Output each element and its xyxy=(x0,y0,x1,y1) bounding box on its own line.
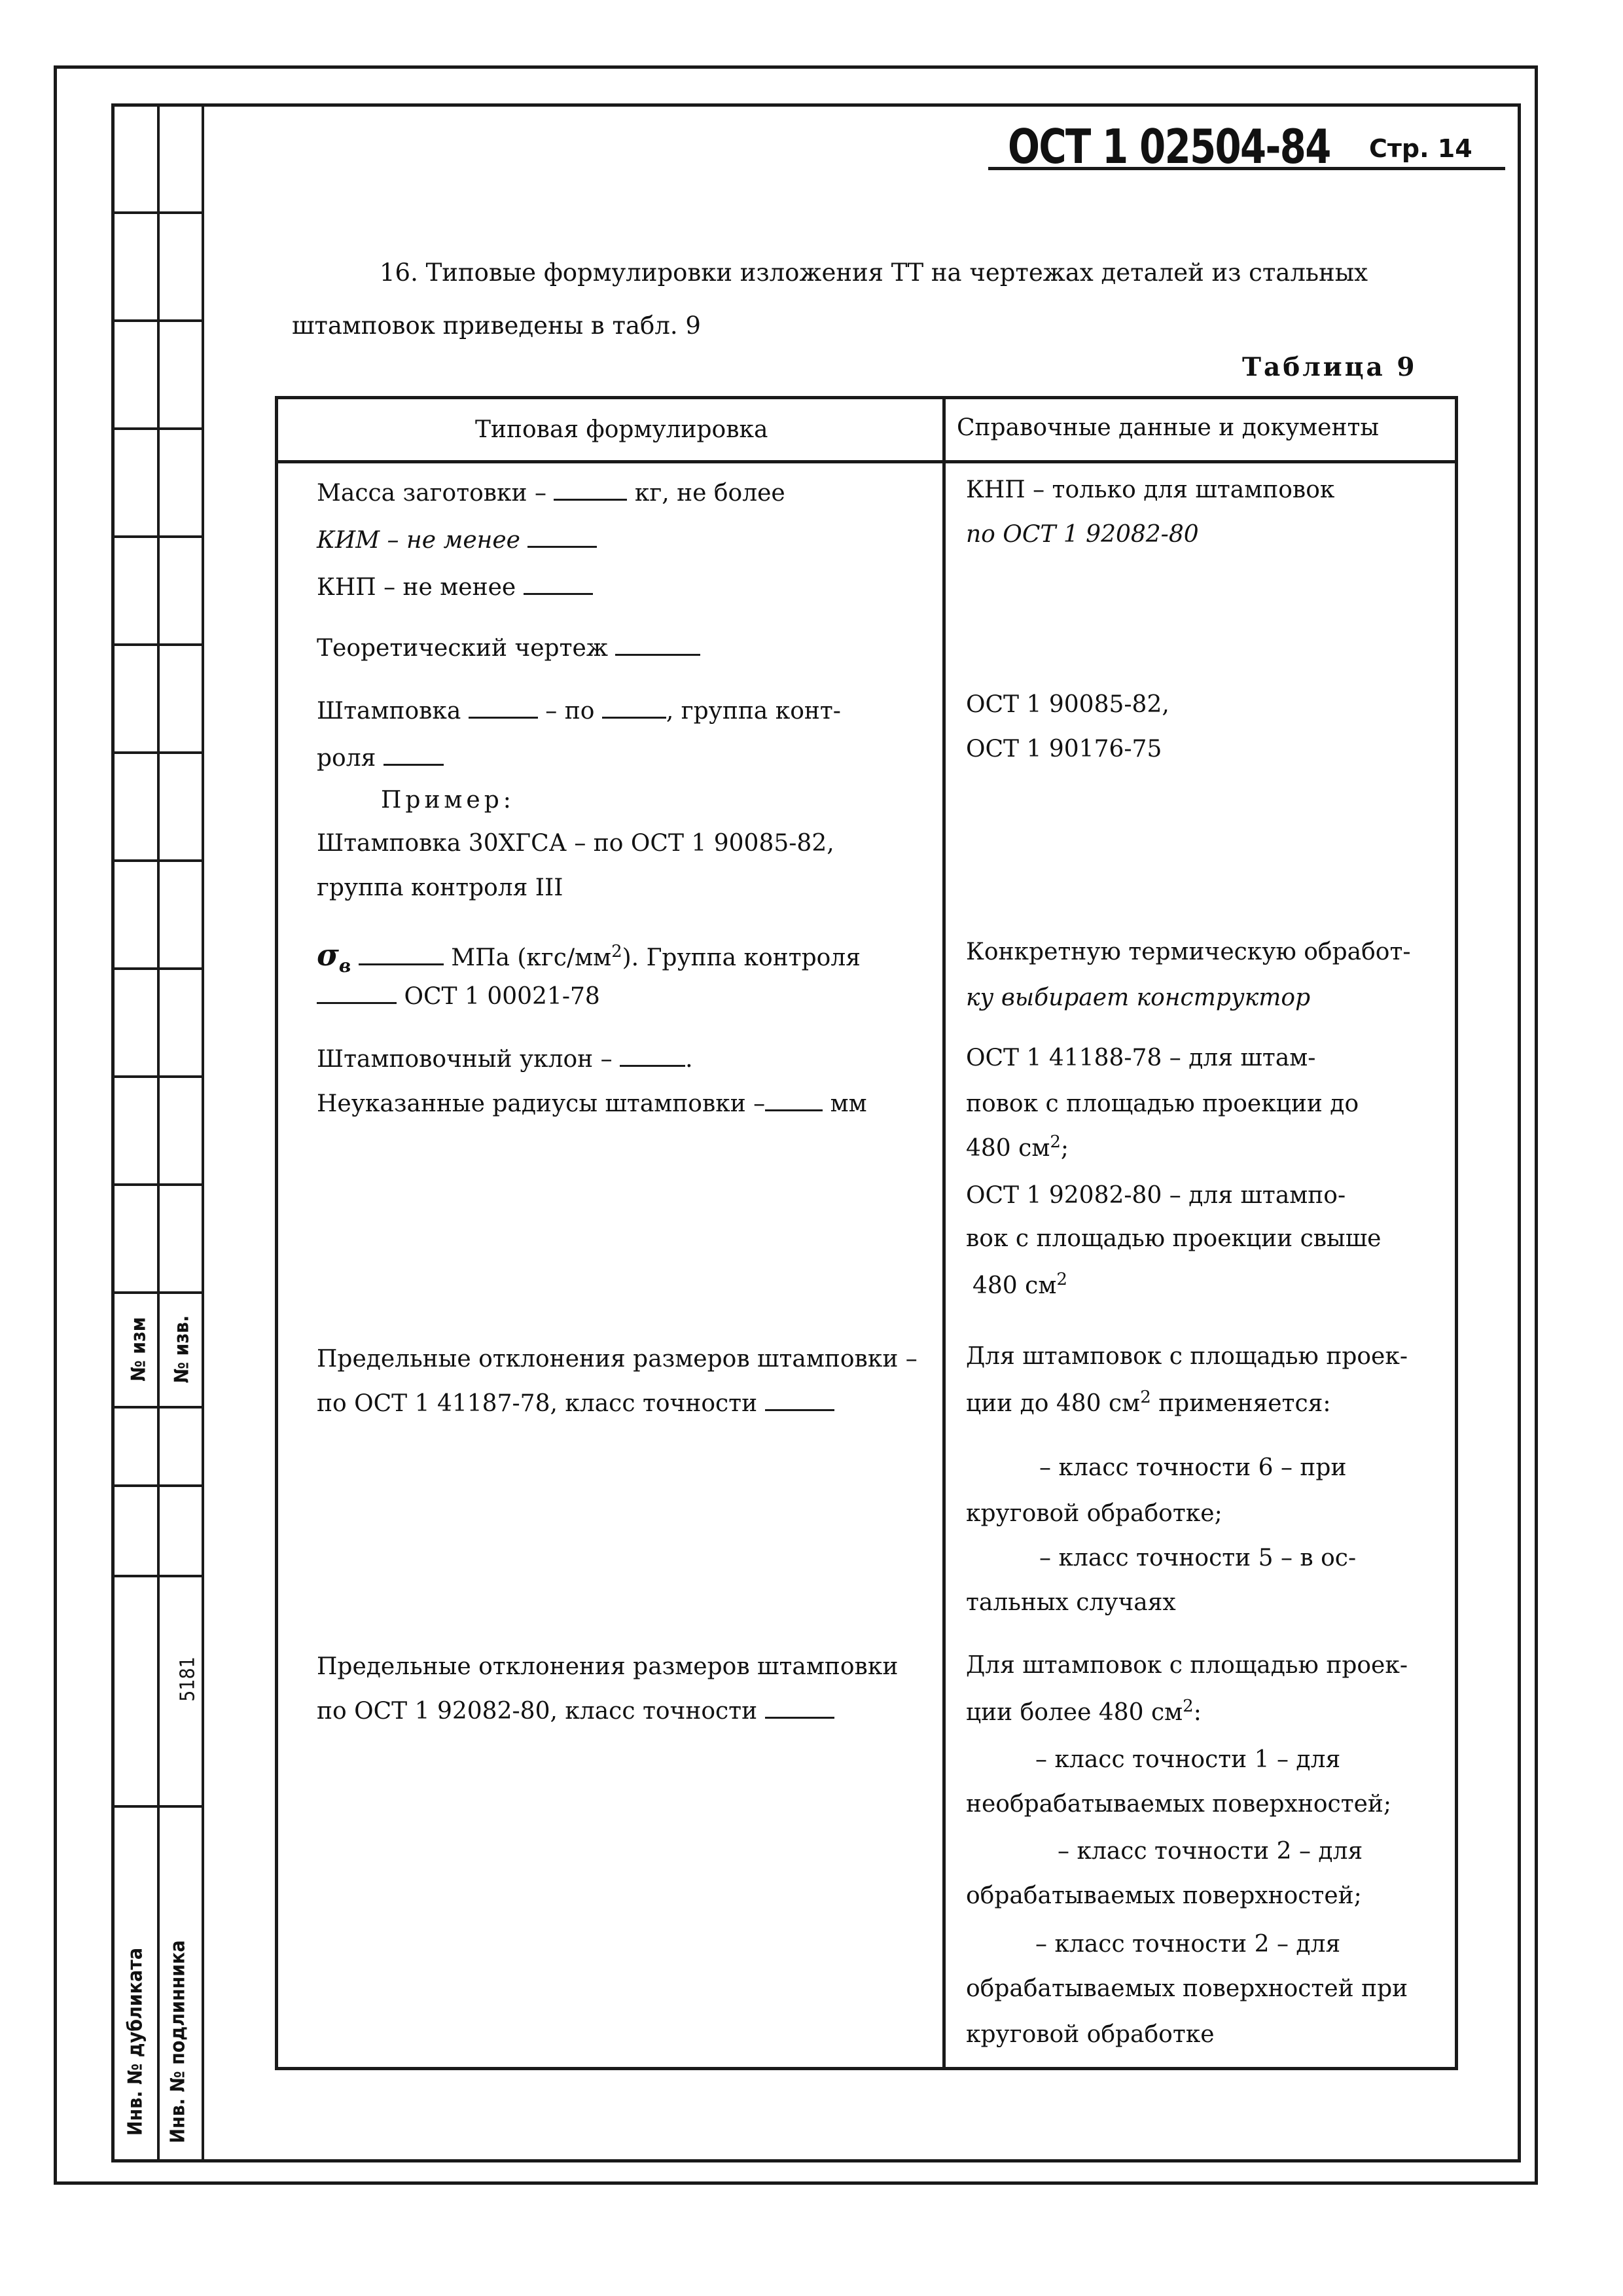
example-label: Пример: xyxy=(381,787,515,814)
text-mm: мм xyxy=(830,1090,867,1117)
table-cell-right: КНП – только для штамповок xyxy=(966,476,1335,503)
sidebar-rule xyxy=(111,1291,204,1294)
fill-blank xyxy=(765,1409,834,1411)
text-radii: Неуказанные радиусы штамповки – xyxy=(317,1090,766,1117)
text-ost-00021: ОСТ 1 00021-78 xyxy=(404,983,600,1010)
table-caption: Таблица 9 xyxy=(1242,352,1418,382)
text-draft-angle: Штамповочный уклон – xyxy=(317,1046,613,1073)
fill-blank xyxy=(620,1065,685,1067)
table-cell-left xyxy=(317,574,593,601)
table-cell-right: обрабатываемых поверхностей; xyxy=(966,1882,1362,1909)
text-tolerance-class: по ОСТ 1 92082-80, класс точности xyxy=(317,1698,758,1725)
text-480: ции до 480 см xyxy=(966,1390,1141,1417)
table-cell-left xyxy=(317,1390,834,1417)
table-cell-right: вок с площадью проекции свыше xyxy=(966,1225,1382,1252)
fill-blank xyxy=(554,499,627,501)
fill-blank xyxy=(527,546,597,548)
fill-blank xyxy=(383,764,444,766)
table-cell-left xyxy=(317,937,861,977)
table-cell-right: – класс точности 6 – при xyxy=(1039,1454,1347,1481)
sidebar-rule xyxy=(111,1183,204,1186)
text-theoretical-drawing: Теоретический чертеж xyxy=(317,635,608,662)
table-cell-left xyxy=(317,635,700,662)
table-header-divider xyxy=(275,460,1458,463)
table-cell-left xyxy=(317,1046,693,1073)
table-cell-right: Для штамповок с площадью проек- xyxy=(966,1652,1408,1679)
stamp-sidebar xyxy=(111,103,204,2162)
sidebar-rule xyxy=(111,751,204,754)
table-cell-right: повок с площадью проекции до xyxy=(966,1090,1359,1117)
text-applies: применяется: xyxy=(1158,1390,1331,1417)
text-mpa: МПа (кгс/мм xyxy=(451,944,612,971)
sidebar-rule xyxy=(111,1484,204,1487)
fill-blank xyxy=(765,1717,834,1719)
sigma-subscript: в xyxy=(338,955,351,977)
table-cell-right: – класс точности 2 – для xyxy=(1035,1931,1341,1958)
text-480: 480 см xyxy=(966,1135,1050,1162)
table-cell-left: Предельные отклонения размеров штамповки – xyxy=(317,1346,918,1372)
superscript-2: 2 xyxy=(1056,1270,1067,1289)
sidebar-rule xyxy=(111,1075,204,1078)
table-cell-left: группа контроля III xyxy=(317,874,563,901)
text-480: ции более 480 см xyxy=(966,1699,1183,1726)
table-cell-left xyxy=(317,527,597,554)
superscript-2: 2 xyxy=(1140,1388,1151,1407)
sidebar-izm: № изм xyxy=(127,1317,151,1382)
table-cell-right: ку выбирает конструктор xyxy=(966,984,1311,1011)
text-480: 480 см xyxy=(972,1272,1057,1299)
sidebar-podlinnika: Инв. № подлинника xyxy=(166,1940,190,2144)
table-cell-right xyxy=(966,1132,1069,1162)
fill-blank xyxy=(359,963,444,965)
sidebar-dublikata: Инв. № дубликата xyxy=(124,1947,147,2136)
fill-blank xyxy=(615,654,700,656)
text-rolya: роля xyxy=(317,745,376,772)
column-header-formulation: Типовая формулировка xyxy=(475,416,768,443)
sidebar-lower-edge xyxy=(111,1406,114,2162)
table-cell-left xyxy=(317,1090,867,1117)
sidebar-rule xyxy=(111,535,204,538)
fill-blank xyxy=(469,717,538,719)
sidebar-rule xyxy=(111,1406,204,1408)
table-cell-right: – класс точности 1 – для xyxy=(1035,1746,1341,1773)
text-knp: КНП – не менее xyxy=(317,574,516,601)
intro-line-1: 16. Типовые формулировки изложения ТТ на чертежах деталей из стальных xyxy=(380,259,1368,287)
table-cell-right: необрабатываемых поверхностей; xyxy=(966,1791,1392,1818)
table-cell-right: круговой обработке; xyxy=(966,1500,1222,1527)
text-tolerance-class: по ОСТ 1 41187-78, класс точности xyxy=(317,1390,758,1417)
sidebar-izv: № изв. xyxy=(170,1315,194,1384)
text-mass: Масса заготовки – xyxy=(317,480,546,507)
table-column-divider xyxy=(942,396,946,2070)
table-cell-right: ОСТ 1 41188-78 – для штам- xyxy=(966,1045,1316,1071)
document-code: ОСТ 1 02504-84 xyxy=(1008,119,1330,174)
sidebar-divider xyxy=(157,103,160,2162)
table-cell-right: круговой обработке xyxy=(966,2021,1215,2048)
table-cell-right: Конкретную термическую обработ- xyxy=(966,939,1411,965)
sigma-letter: σ xyxy=(317,937,339,973)
sidebar-rule xyxy=(111,427,204,430)
table-cell-left xyxy=(317,480,785,507)
table-cell-right xyxy=(966,1388,1330,1417)
table-cell-right: ОСТ 1 92082-80 – для штампо- xyxy=(966,1182,1346,1209)
table-cell-right: тальных случаях xyxy=(966,1589,1176,1616)
fill-blank xyxy=(765,1109,823,1111)
sidebar-rule xyxy=(111,1575,204,1577)
table-cell-left xyxy=(317,983,600,1010)
text-kim: КИМ – не менее xyxy=(317,527,520,554)
fill-blank xyxy=(524,593,593,595)
sidebar-rule xyxy=(111,211,204,214)
sidebar-rule xyxy=(111,859,204,862)
table-cell-right xyxy=(966,1696,1202,1726)
table-cell-right: ОСТ 1 90085-82, xyxy=(966,691,1169,718)
table-cell-left xyxy=(317,698,841,725)
text-semicolon: ; xyxy=(1060,1135,1069,1162)
intro-line-2: штамповок приведены в табл. 9 xyxy=(292,312,701,340)
sigma-symbol xyxy=(317,937,351,977)
superscript-2: 2 xyxy=(1050,1132,1061,1152)
text-group-control: , группа конт- xyxy=(666,698,841,725)
text-group-control: ). Группа контроля xyxy=(622,944,861,971)
fill-blank xyxy=(602,717,666,719)
table-cell-right: по ОСТ 1 92082-80 xyxy=(966,521,1199,548)
sidebar-rule xyxy=(111,319,204,322)
table-cell-right xyxy=(972,1270,1067,1299)
table-cell-right: обрабатываемых поверхностей при xyxy=(966,1975,1408,2002)
table-cell-right: – класс точности 5 – в ос- xyxy=(1039,1545,1357,1571)
text-kg: кг, не более xyxy=(634,480,785,507)
superscript-2: 2 xyxy=(611,942,622,961)
text-forging: Штамповка xyxy=(317,698,461,725)
header-underline xyxy=(988,167,1505,170)
table-cell-left xyxy=(317,1698,834,1725)
text-period: . xyxy=(685,1046,693,1073)
sidebar-edge xyxy=(202,103,204,2162)
sidebar-rule xyxy=(111,1805,204,1808)
page-number: Стр. 14 xyxy=(1369,134,1472,163)
fill-blank xyxy=(317,1002,397,1004)
column-header-reference: Справочные данные и документы xyxy=(957,414,1380,441)
table-cell-left: Предельные отклонения размеров штамповки xyxy=(317,1653,899,1680)
table-cell-left: Штамповка 30ХГСА – по ОСТ 1 90085-82, xyxy=(317,830,834,857)
table-cell-right: ОСТ 1 90176-75 xyxy=(966,736,1162,762)
table-cell-right: – класс точности 2 – для xyxy=(1058,1838,1363,1865)
sidebar-rule xyxy=(111,643,204,646)
table-cell-right: Для штамповок с площадью проек- xyxy=(966,1343,1408,1370)
text-colon: : xyxy=(1193,1699,1202,1726)
table-cell-left xyxy=(317,745,444,772)
text-po: – по xyxy=(545,698,595,725)
sidebar-number: 5181 xyxy=(176,1657,200,1702)
superscript-2: 2 xyxy=(1183,1696,1194,1716)
sidebar-rule xyxy=(111,967,204,970)
